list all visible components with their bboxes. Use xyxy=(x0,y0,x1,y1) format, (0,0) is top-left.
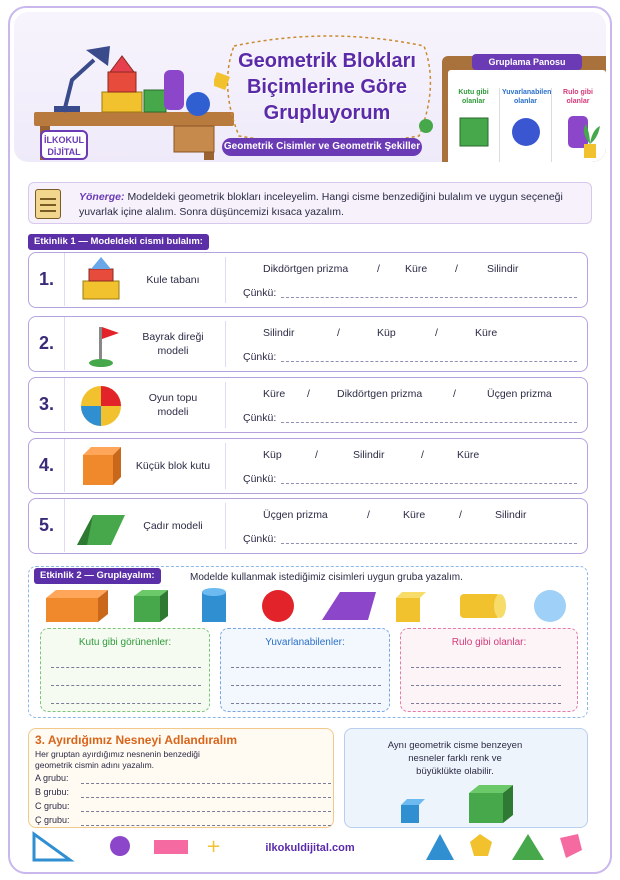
answer-option[interactable]: Silindir xyxy=(495,509,527,521)
answer-line[interactable] xyxy=(281,361,577,362)
purple-triangular-prism-shape xyxy=(322,592,376,620)
group-box-roll-like[interactable] xyxy=(400,628,578,712)
question-row-3 xyxy=(28,377,588,433)
option-separator: / xyxy=(377,263,380,275)
because-label: Çünkü: xyxy=(243,287,277,299)
option-separator: / xyxy=(315,449,318,461)
triangle-ruler-icon xyxy=(34,834,70,860)
footer-url[interactable]: ilkokuldijital.com xyxy=(265,842,355,854)
because-label: Çünkü: xyxy=(243,412,277,424)
clipboard-icon xyxy=(35,189,61,219)
activity1-tag: Etkinlik 1 — Modeldeki cismi bulalım: xyxy=(28,234,209,250)
group-cc-label: Ç grubu: xyxy=(35,815,70,825)
question-row-1 xyxy=(28,252,588,308)
answer-option[interactable]: Dikdörtgen prizma xyxy=(263,263,349,275)
option-separator: / xyxy=(367,509,370,521)
answer-option[interactable]: Küre xyxy=(263,388,286,400)
subtitle-banner: Geometrik Cisimler ve Geometrik Şekiller xyxy=(222,138,422,156)
answer-option[interactable]: Küp xyxy=(263,449,282,461)
blue-cylinder-shape xyxy=(202,588,226,622)
yellow-cylinder-shape xyxy=(460,594,506,618)
answer-option[interactable]: Küre xyxy=(457,449,480,461)
instruction-box xyxy=(28,182,592,224)
question-row-5 xyxy=(28,498,588,554)
section3-text: Her gruptan ayırdığımız nesnenin benzediği geometrik cismin adını yazalım. xyxy=(35,749,200,770)
answer-option[interactable]: Küre xyxy=(405,263,428,275)
group-c-label: C grubu: xyxy=(35,801,70,811)
because-label: Çünkü: xyxy=(243,473,277,485)
group-box-box-like[interactable] xyxy=(40,628,210,712)
answer-option[interactable]: Üçgen prizma xyxy=(487,388,552,400)
green-cube-shape xyxy=(134,590,168,622)
board-column-cylinder: Rulo gibi olanlar xyxy=(552,88,604,162)
red-sphere-shape xyxy=(262,590,294,622)
question-label: Bayrak direği modeli xyxy=(142,331,204,357)
note-text: Aynı geometrik cisme benzeyen nesneler farklı renk ve büyüklükte olabilir. xyxy=(387,740,523,777)
shapes-row xyxy=(40,586,600,626)
question-image xyxy=(75,257,127,303)
note-box xyxy=(344,728,588,828)
activity2-tag: Etkinlik 2 — Gruplayalım: xyxy=(34,568,161,584)
instruction-text: Yönerge: Modeldeki geometrik blokları inceleyelim. Hangi cisme benzediğini bulalım ve uygun seçeneği yuvarlak içine alalım. Sonra düşüncemizi kısaca yazalım. xyxy=(79,191,563,218)
question-image xyxy=(75,443,127,489)
option-separator: / xyxy=(455,263,458,275)
option-separator: / xyxy=(459,509,462,521)
question-number: 3. xyxy=(29,378,65,431)
question-label: Çadır modeli xyxy=(143,520,203,532)
pink-eraser-icon xyxy=(154,840,188,854)
group-title-rollable: Yuvarlanabilenler: xyxy=(265,637,345,648)
svg-text:+: + xyxy=(206,836,222,857)
pink-shape-icon xyxy=(560,834,582,858)
board-column-box: Kutu gibi olanlar xyxy=(448,88,500,162)
green-pyramid-icon xyxy=(512,834,544,860)
board-column-roll: Yuvarlanabilen olanlar xyxy=(500,88,552,162)
orange-prism-shape xyxy=(46,590,108,622)
option-separator: / xyxy=(307,388,310,400)
group-title-roll-like: Rulo gibi olanlar: xyxy=(451,637,527,648)
group-box-rollable[interactable] xyxy=(220,628,390,712)
question-row-2 xyxy=(28,316,588,372)
group-a-label: A grubu: xyxy=(35,773,69,783)
group-c-line[interactable] xyxy=(81,811,331,812)
option-separator: / xyxy=(453,388,456,400)
board-title: Gruplama Panosu xyxy=(472,54,582,70)
answer-option[interactable]: Küre xyxy=(403,509,426,521)
answer-line[interactable] xyxy=(281,422,577,423)
question-image xyxy=(75,503,127,549)
question-image xyxy=(75,321,127,367)
group-cc-line[interactable] xyxy=(81,825,331,826)
group-b-label: B grubu: xyxy=(35,787,70,797)
answer-option[interactable]: Silindir xyxy=(263,327,295,339)
because-label: Çünkü: xyxy=(243,351,277,363)
question-number: 4. xyxy=(29,439,65,492)
yellow-pentagon-icon xyxy=(470,834,492,856)
answer-option[interactable]: Dikdörtgen prizma xyxy=(337,388,423,400)
box-icon xyxy=(454,114,494,148)
answer-option[interactable]: Üçgen prizma xyxy=(263,509,328,521)
answer-option[interactable]: Silindir xyxy=(487,263,519,275)
plant-icon xyxy=(578,122,602,160)
option-separator: / xyxy=(337,327,340,339)
answer-option[interactable]: Küp xyxy=(377,327,396,339)
option-separator: / xyxy=(435,327,438,339)
because-label: Çünkü: xyxy=(243,533,277,545)
yellow-cube-shape xyxy=(396,592,426,622)
group-a-line[interactable] xyxy=(81,783,331,784)
question-number: 1. xyxy=(29,253,65,306)
activity2-instruction: Modelde kullanmak istediğimiz cisimleri uygun gruba yazalım. xyxy=(190,572,463,583)
question-label: Kule tabanı xyxy=(146,274,200,286)
option-separator: / xyxy=(421,449,424,461)
answer-option[interactable]: Silindir xyxy=(353,449,385,461)
answer-line[interactable] xyxy=(281,297,577,298)
group-b-line[interactable] xyxy=(81,797,331,798)
blue-pyramid-icon xyxy=(426,834,454,860)
dotted-frame xyxy=(214,26,444,146)
answer-line[interactable] xyxy=(281,543,577,544)
brand-logo: İLKOKUL DİJİTAL xyxy=(40,130,88,160)
page-title: Geometrik Blokları Biçimlerine Göre Grupluyorum xyxy=(238,50,416,124)
sphere-icon xyxy=(506,114,546,148)
section3-title: 3. Ayırdığımız Nesneyi Adlandıralım xyxy=(35,733,238,747)
answer-line[interactable] xyxy=(281,483,577,484)
section3-box xyxy=(28,728,334,828)
question-image xyxy=(75,382,127,428)
cube-comparison-icon xyxy=(395,783,525,827)
group-title-box-like: Kutu gibi görünenler: xyxy=(78,637,172,648)
answer-option[interactable]: Küre xyxy=(475,327,498,339)
light-blue-sphere-shape xyxy=(534,590,566,622)
question-label: Oyun topu modeli xyxy=(148,392,198,418)
purple-ball-icon xyxy=(110,836,130,856)
question-label: Küçük blok kutu xyxy=(135,460,211,472)
question-number: 2. xyxy=(29,317,65,370)
question-number: 5. xyxy=(29,499,65,552)
question-row-4 xyxy=(28,438,588,494)
